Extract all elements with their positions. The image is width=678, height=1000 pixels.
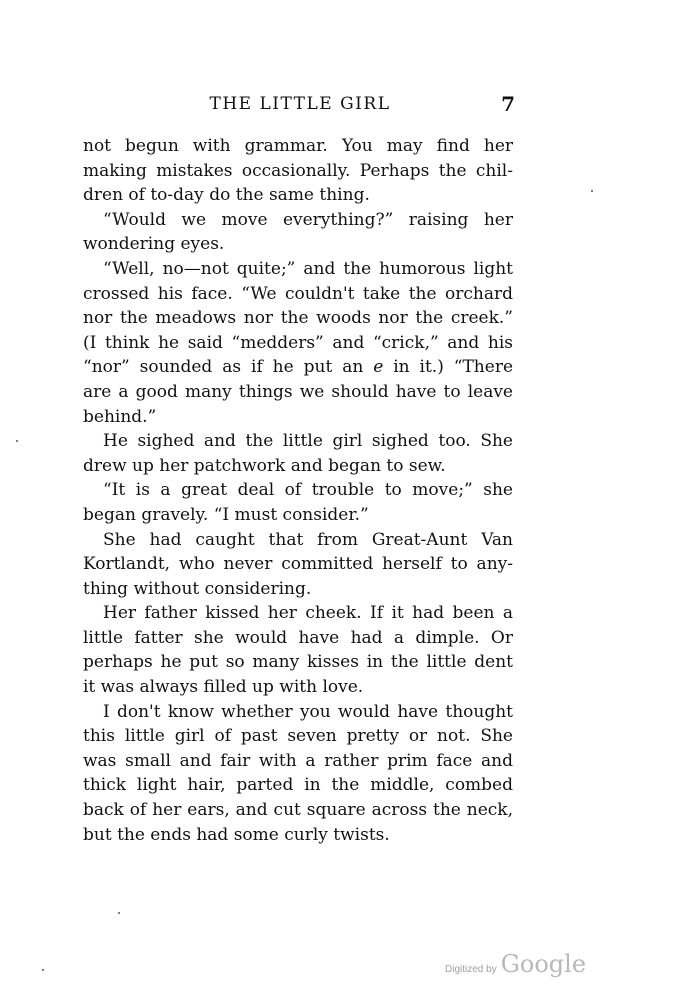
text-line: making mistakes occasionally. Perhaps the chil- [83, 160, 513, 181]
text-line: little fatter she would have had a dimple. Or [83, 627, 513, 648]
text-line: behind.” [83, 406, 157, 427]
text-line: “nor” sounded as if he put an e in it.) “There [83, 357, 513, 378]
text-line: wondering eyes. [83, 234, 225, 255]
text-line: She had caught that from Great-Aunt Van [103, 529, 513, 550]
text-line: began gravely. “I must consider.” [83, 504, 369, 525]
running-title: THE LITTLE GIRL [209, 94, 391, 114]
text-line: “Would we move everything?” raising her [103, 209, 513, 230]
text-line: but the ends had some curly twists. [83, 824, 390, 845]
scan-speck [16, 440, 18, 442]
text-line: thing without considering. [83, 578, 312, 599]
text-line: perhaps he put so many kisses in the little dent [83, 652, 513, 673]
text-line: nor the meadows nor the woods nor the creek.” [83, 308, 513, 329]
running-head [85, 92, 515, 122]
text-line: “Well, no—not quite;” and the humorous light [103, 258, 513, 279]
body-text [83, 134, 513, 847]
text-line: not begun with grammar. You may find her [83, 136, 513, 156]
text-line: are a good many things we should have to leave [83, 381, 513, 402]
google-logo: Google [500, 950, 587, 978]
page-number: 7 [501, 92, 515, 116]
text-line: He sighed and the little girl sighed too. She [103, 431, 513, 452]
text-line: I don't know whether you would have thought [103, 701, 513, 722]
digitized-by-label: Digitized by [445, 964, 497, 975]
text-line: dren of to-day do the same thing. [83, 185, 370, 206]
scan-speck [42, 969, 44, 971]
text-line: was small and fair with a rather prim face and [83, 750, 513, 771]
text-line: (I think he said “medders” and “crick,” and his [83, 332, 513, 353]
scan-speck [591, 190, 593, 192]
text-line: thick light hair, parted in the middle, combed [83, 775, 513, 796]
text-line: back of her ears, and cut square across the neck, [83, 800, 513, 821]
text-line: this little girl of past seven pretty or not. She [83, 726, 513, 747]
text-line: it was always filled up with love. [83, 677, 364, 698]
text-line: Her father kissed her cheek. If it had been a [103, 603, 513, 624]
scan-speck [118, 912, 120, 914]
digitization-watermark [445, 950, 586, 978]
text-line: “It is a great deal of trouble to move;” she [103, 480, 513, 501]
text-line: drew up her patchwork and began to sew. [83, 455, 446, 476]
text-line: crossed his face. “We couldn't take the orchard [83, 283, 513, 304]
text-line: Kortlandt, who never committed herself to any- [83, 554, 513, 575]
